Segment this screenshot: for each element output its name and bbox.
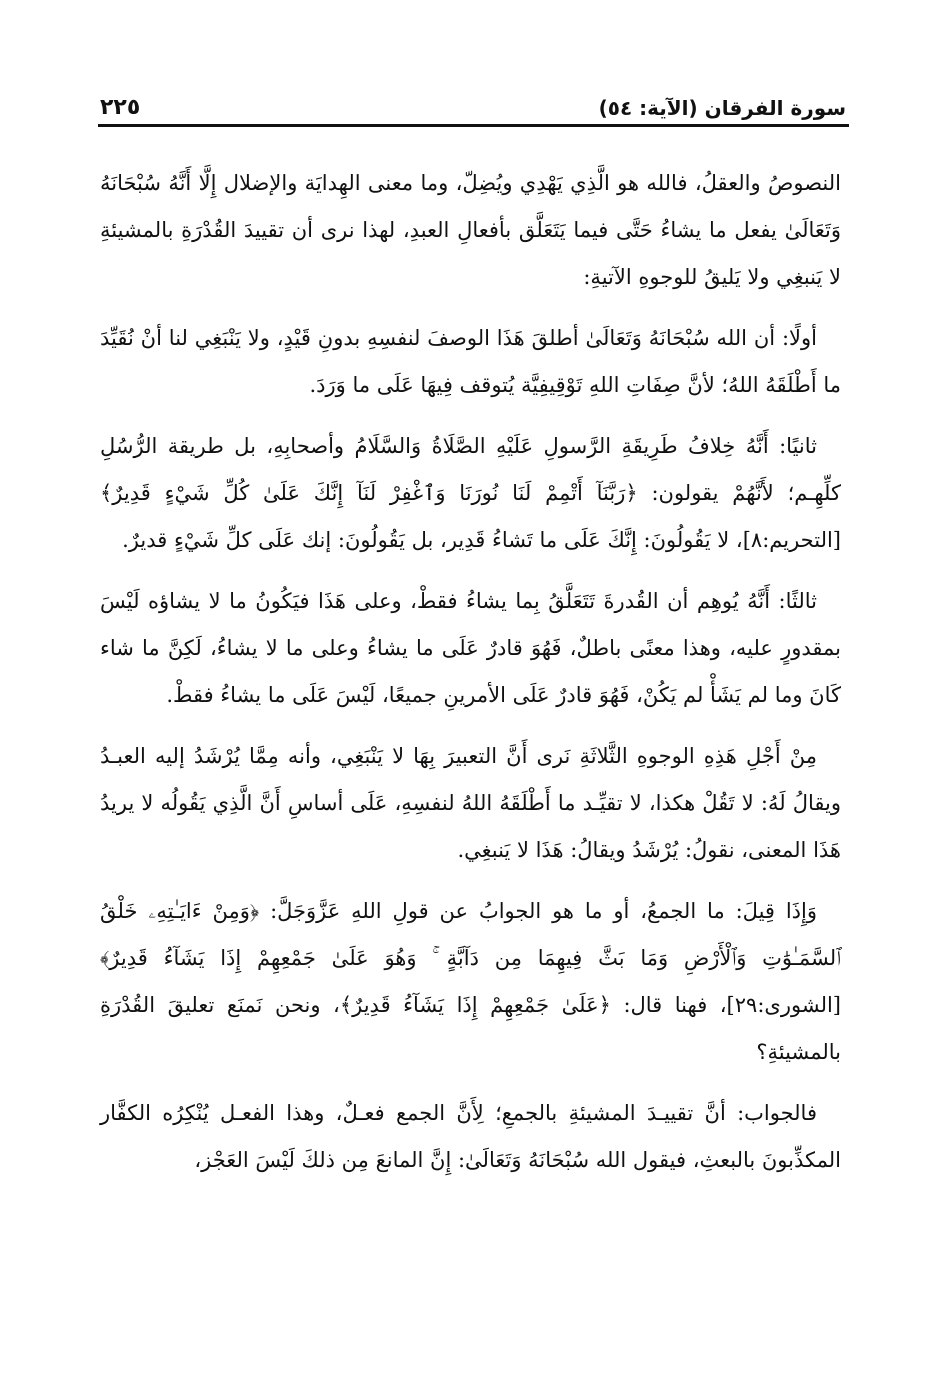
running-title: سورة الفرقان (الآية: ٥٤) [598,96,846,120]
header-divider [98,124,849,127]
page-body [100,160,841,1198]
paragraph-2: أولًا: أن الله سُبْحَانَهُ وَتَعَالَىٰ أطلقَ هَذَا الوصفَ لنفسِهِ بدونِ قَيْدٍ، ولا يَنْبَغِي لنا أنْ نُقَيِّدَ ما أَطْلَقَهُ اللهُ؛ لأنَّ صِفَاتِ اللهِ تَوْقِيفِيَّة يُتوقف فِيهَا عَلَى ما وَرَدَ. [100,326,841,397]
paragraph-6: وَإِذَا قِيلَ: ما الجمعُ، أو ما هو الجوابُ عن قولِ اللهِ عَزَّوَجَلَّ: ﴿وَمِنْ ءَايَـٰتِهِۦ خَلْقُ ٱلسَّمَـٰوَٰتِ وَٱلْأَرْضِ وَمَا بَثَّ فِيهِمَا مِن دَآبَّةٍ ۚ وَهُوَ عَلَىٰ جَمْعِهِمْ إِذَا يَشَآءُ قَدِيرٌ﴾ [الشورى:٢٩]، فهنا قال: ﴿عَلَىٰ جَمْعِهِمْ إِذَا يَشَآءُ قَدِيرٌ﴾، ونحن نَمنَع تعليقَ القُدْرَةِ بالمشيئةِ؟ [100,899,841,1064]
page-number: ٢٢٥ [100,95,141,120]
page-header [100,88,846,122]
paragraph-4: ثالثًا: أَنَّهُ يُوهِم أن القُدرةَ تَتَعَلَّقُ بِما يشاءُ فقطْ، وعلى هَذَا فيَكُونُ ما لا يشاؤه لَيْسَ بمقدورٍ عليه، وهذا معنًى باطلٌ، فَهُوَ قادرٌ عَلَى ما يشاءُ وعلى ما لا يشاءُ، لَكِنَّ ما شاء كَانَ وما لم يَشَأْ لم يَكُنْ، فَهُوَ قادرٌ عَلَى الأمرينِ جميعًا، لَيْسَ عَلَى ما يشاءُ فقطْ. [100,589,841,707]
paragraph-3: ثانيًا: أَنَّهُ خِلافُ طَرِيقَةِ الرَّسولِ عَلَيْهِ الصَّلَاةُ وَالسَّلَامُ وأصحابِهِ، بل طريقة الرُّسُلِ كلِّهِـم؛ لأَنَّهُمْ يقولون: ﴿رَبَّنَآ أَتْمِمْ لَنَا نُورَنَا وَٱغْفِرْ لَنَآ إِنَّكَ عَلَىٰ كُلِّ شَيْءٍ قَدِيرٌ﴾ [التحريم:٨]، لا يَقُولُونَ: إِنَّكَ عَلَى ما تَشاءُ قَدِير، بل يَقُولُونَ: إنك عَلَى كلِّ شَيْءٍ قديرٌ. [100,434,841,552]
paragraph-7: فالجواب: أنَّ تقييـدَ المشيئةِ بالجمعِ؛ لِأَنَّ الجمع فعـلٌ، وهذا الفعـل يُنْكِرُه الكفَّار المكذِّبونَ بالبعثِ، فيقول الله سُبْحَانَهُ وَتَعَالَىٰ: إِنَّ المانعَ مِن ذلكَ لَيْسَ العَجْز، [100,1101,841,1172]
paragraph-1: النصوصُ والعقلُ، فالله هو الَّذِي يَهْدِي ويُضِلّ، وما معنى الهِدايَة والإضلال إِلَّا أَنَّهُ سُبْحَانَهُ وَتَعَالَىٰ يفعل ما يشاءُ حَتَّى فيما يَتَعَلَّق بأفعالِ العبدِ، لهذا نرى أن تقييدَ القُدْرَةِ بالمشيئةِ لا يَنبغِي ولا يَليقُ للوجوهِ الآتيةِ: [100,171,841,289]
paragraph-5: مِنْ أَجْلِ هَذِهِ الوجوهِ الثَّلاثَةِ نَرى أَنَّ التعبيرَ بِهَا لا يَنْبَغِي، وأنه مِمَّا يُرْشَدُ إليه العبـدُ ويقالُ لَهُ: لا تَقُلْ هكذا، لا تقيِّـد ما أَطْلَقَهُ اللهُ لنفسِهِ، عَلَى أساسِ أَنَّ الَّذِي يَقُولُه لا يريدُ هَذَا المعنى، نقولُ: يُرْشَدُ ويقالُ: هَذَا لا يَنبغِي. [100,744,841,862]
